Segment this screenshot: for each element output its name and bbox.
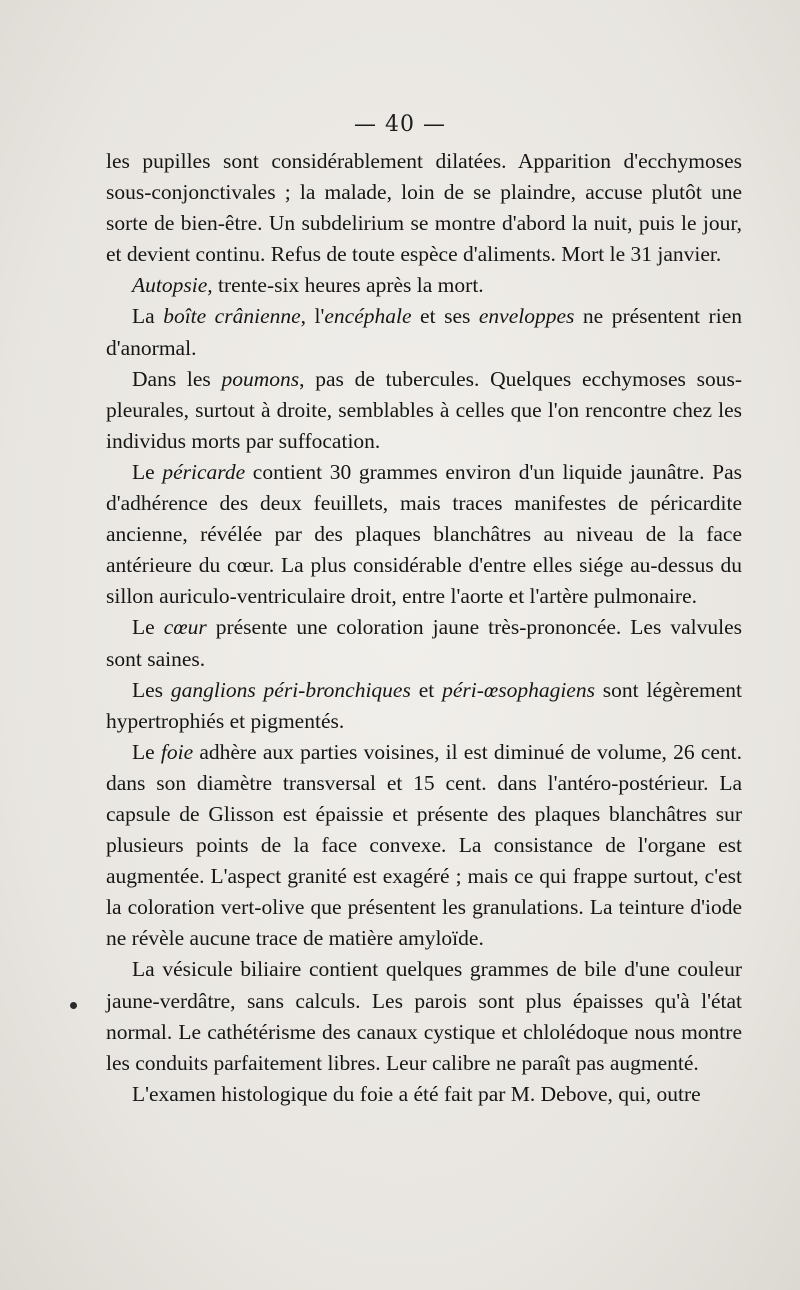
text-run: L'examen histologique du foie a été fait par M. Debove, qui, outre [132, 1081, 701, 1106]
paragraph [106, 612, 742, 674]
text-run: adhère aux parties voisines, il est diminué de volume, 26 cent. dans son diamètre transversal et 15 cent. dans l'antéro-postérieur. La capsule de Glisson est épaissie et présente des plaques blanchâtres sur plusieurs points de la face convexe. La consistance de l'organe est augmentée. L'aspect granité est exagéré ; mais ce qui frappe surtout, c'est la coloration vert-olive que présentent les granulations. La teinture d'iode ne révèle aucune trace de matière amyloïde. [106, 739, 742, 951]
text-run: Le [132, 739, 161, 764]
text-run: sont légèrement hypertrophiés et pigmentés. [106, 677, 742, 733]
text-run: Le [132, 459, 163, 484]
text-run: présente une coloration jaune très-prononcée. Les valvules sont saines. [106, 615, 743, 671]
paragraph [106, 146, 742, 270]
margin-ink-mark [69, 1001, 79, 1011]
text-run: Les [132, 677, 171, 702]
paragraph [106, 954, 742, 1078]
text-run: et ses [411, 304, 479, 329]
italic-term: encéphale [324, 304, 412, 329]
text-run: contient 30 grammes environ d'un liquide jaunâtre. Pas d'adhérence des deux feuillets, mais traces manifestes de péricardite ancienne, révélée par des plaques blanchâtres au niveau de la face antérieure du cœur. La plus considérable d'entre elles siége au-dessus du sillon auriculo-ventriculaire droit, entre l'aorte et l'artère pulmonaire. [106, 459, 742, 609]
italic-term: boîte crânienne [163, 304, 301, 329]
italic-term: ganglions péri-bronchiques [170, 677, 411, 702]
text-run: La vésicule biliaire contient quelques grammes de bile d'une couleur jaune-verdâtre, sans calculs. Les parois sont plus épaisses qu'à l'état normal. Le cathétérisme des canaux cystique et chlolédoque nous montre les conduits parfaitement libres. Leur calibre ne paraît pas augmenté. [106, 957, 742, 1075]
italic-term: enveloppes [478, 304, 575, 329]
italic-term: poumons [221, 366, 300, 391]
text-run: Le [132, 615, 164, 640]
italic-term: foie [160, 739, 194, 764]
italic-term: péri-œsophagiens [442, 677, 595, 702]
paragraph [106, 1079, 742, 1110]
text-run: et [410, 677, 443, 702]
paragraph [106, 364, 742, 457]
paragraph [106, 270, 742, 301]
text-run: , l' [300, 304, 325, 329]
body-text [106, 146, 742, 1110]
italic-term: cœur [163, 615, 207, 640]
text-run: La [132, 304, 164, 329]
paragraph [106, 457, 742, 612]
text-run: ne présentent rien d'anormal. [106, 304, 742, 360]
text-run: , pas de tubercules. Quelques ecchymoses sous-pleurales, surtout à droite, semblables à celles que l'on rencontre chez les individus morts par suffocation. [106, 366, 743, 453]
paragraph [106, 301, 742, 363]
page-number: — 40 — [354, 112, 446, 137]
italic-term: péricarde [162, 459, 246, 484]
paragraph [106, 675, 742, 737]
text-run: les pupilles sont considérablement dilatées. Apparition d'ecchymoses sous-conjonctivales ; la malade, loin de se plaindre, accuse plutôt une sorte de bien-être. Un subdelirium se montre d'abord la nuit, puis le jour, et devient continu. Refus de toute espèce d'aliments. Mort le 31 janvier. [106, 149, 742, 267]
italic-term: Autopsie, [132, 273, 213, 298]
paragraph [106, 737, 742, 955]
text-run: Dans les [132, 366, 222, 391]
text-run: trente-six heures après la mort. [212, 273, 484, 298]
